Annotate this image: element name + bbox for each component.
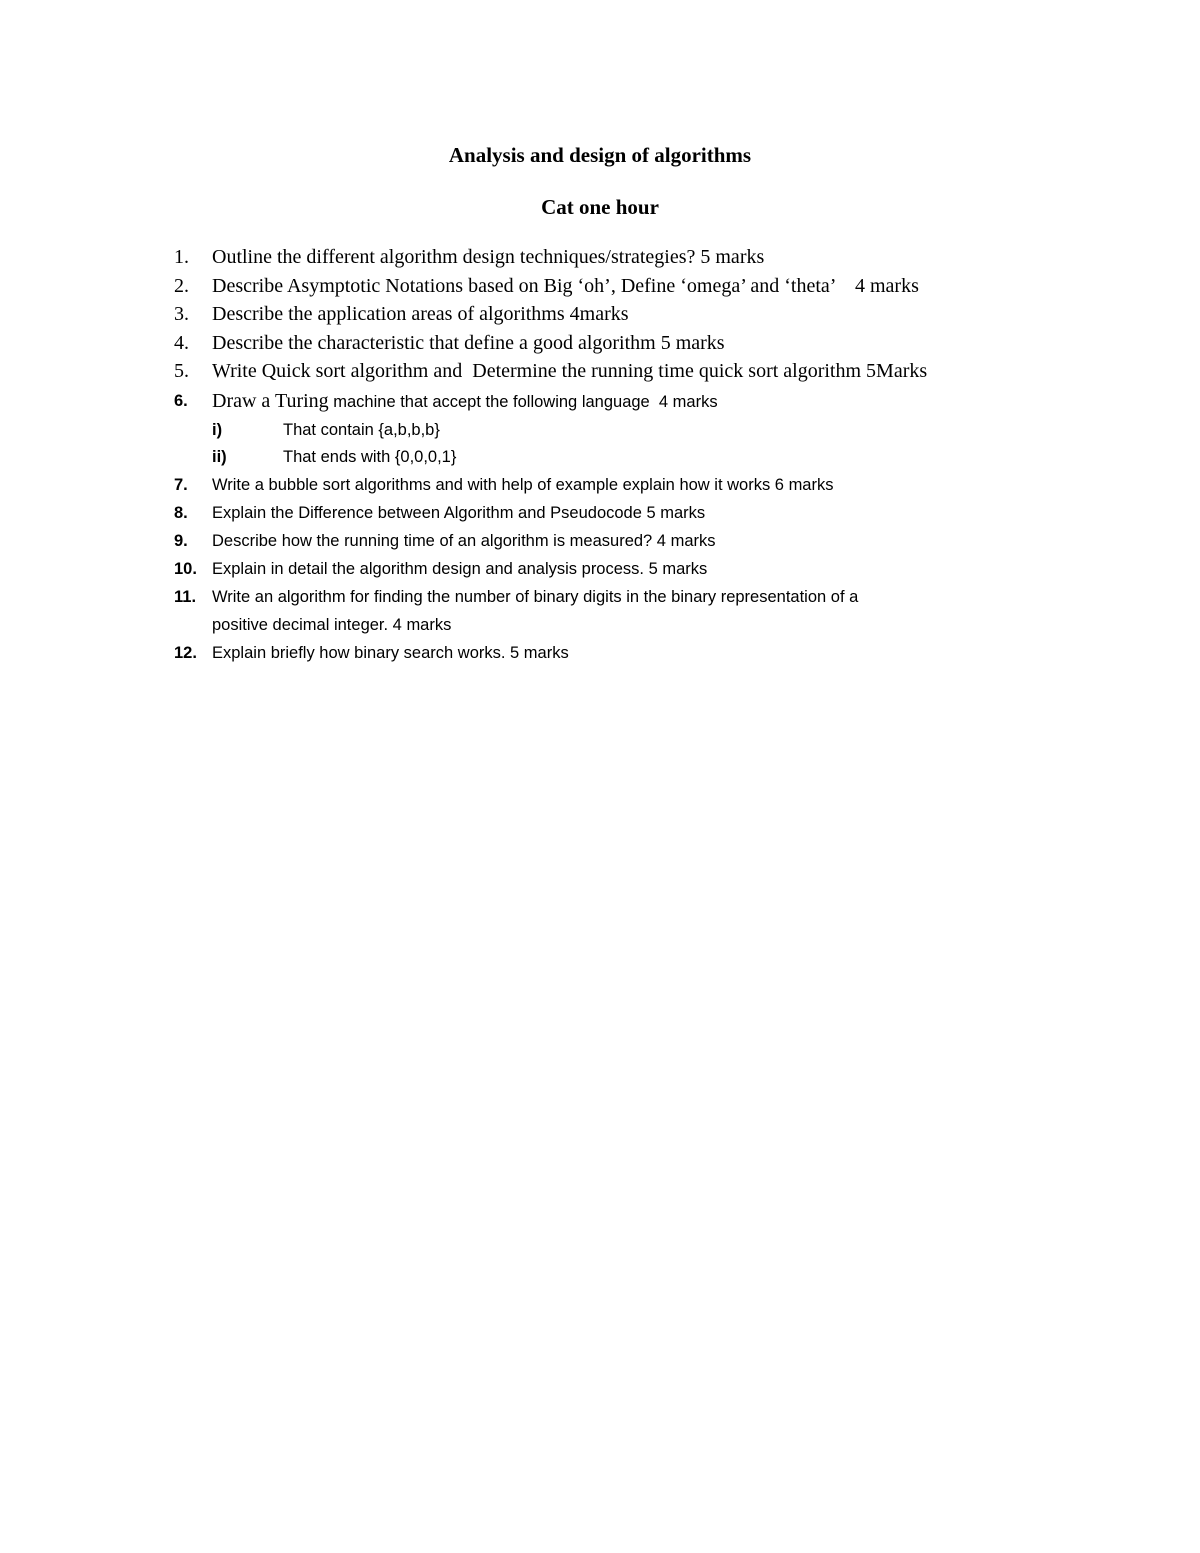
document-title: Analysis and design of algorithms	[448, 143, 752, 167]
sub-question-text: That ends with {0,0,0,1}	[283, 448, 457, 466]
question-text-sans-part: machine that accept the following language 4 marks	[328, 393, 718, 411]
question-text: Outline the different algorithm design techniques/strategies? 5 marks	[212, 246, 765, 268]
question-number: 7.	[174, 476, 188, 494]
question-number: 10.	[174, 560, 197, 578]
question-text	[212, 390, 718, 413]
question-text: Write Quick sort algorithm and Determine the running time quick sort algorithm 5Marks	[212, 360, 928, 382]
question-text: Describe Asymptotic Notations based on Big ‘oh’, Define ‘omega’ and ‘theta’ 4 marks	[212, 275, 919, 297]
question-text: Describe how the running time of an algorithm is measured? 4 marks	[212, 532, 716, 550]
question-text-serif-part: Draw a Turing	[212, 390, 329, 412]
question-number: 5.	[174, 360, 189, 382]
question-text: Write an algorithm for finding the number of binary digits in the binary representation of a	[212, 588, 859, 606]
question-text: Explain briefly how binary search works. 5 marks	[212, 644, 569, 662]
question-number: 2.	[174, 275, 189, 297]
question-number: 12.	[174, 644, 197, 662]
question-text: Explain in detail the algorithm design and analysis process. 5 marks	[212, 560, 708, 578]
question-number: 11.	[174, 588, 197, 606]
question-text-continued: positive decimal integer. 4 marks	[212, 616, 452, 634]
document-subtitle: Cat one hour	[541, 195, 659, 219]
question-number: 3.	[174, 303, 189, 325]
question-number: 9.	[174, 532, 188, 550]
sub-question-number: i)	[212, 421, 223, 439]
question-number: 6.	[174, 392, 188, 410]
question-number: 8.	[174, 504, 188, 522]
question-text: Describe the characteristic that define a good algorithm 5 marks	[212, 332, 725, 354]
sub-question-text: That contain {a,b,b,b}	[283, 421, 440, 439]
question-text: Describe the application areas of algorithms 4marks	[212, 303, 629, 325]
question-text: Write a bubble sort algorithms and with help of example explain how it works 6 marks	[212, 476, 834, 494]
question-number: 4.	[174, 332, 189, 354]
question-number: 1.	[174, 246, 189, 268]
sub-question-number: ii)	[212, 448, 227, 466]
question-text: Explain the Difference between Algorithm and Pseudocode 5 marks	[212, 504, 706, 522]
